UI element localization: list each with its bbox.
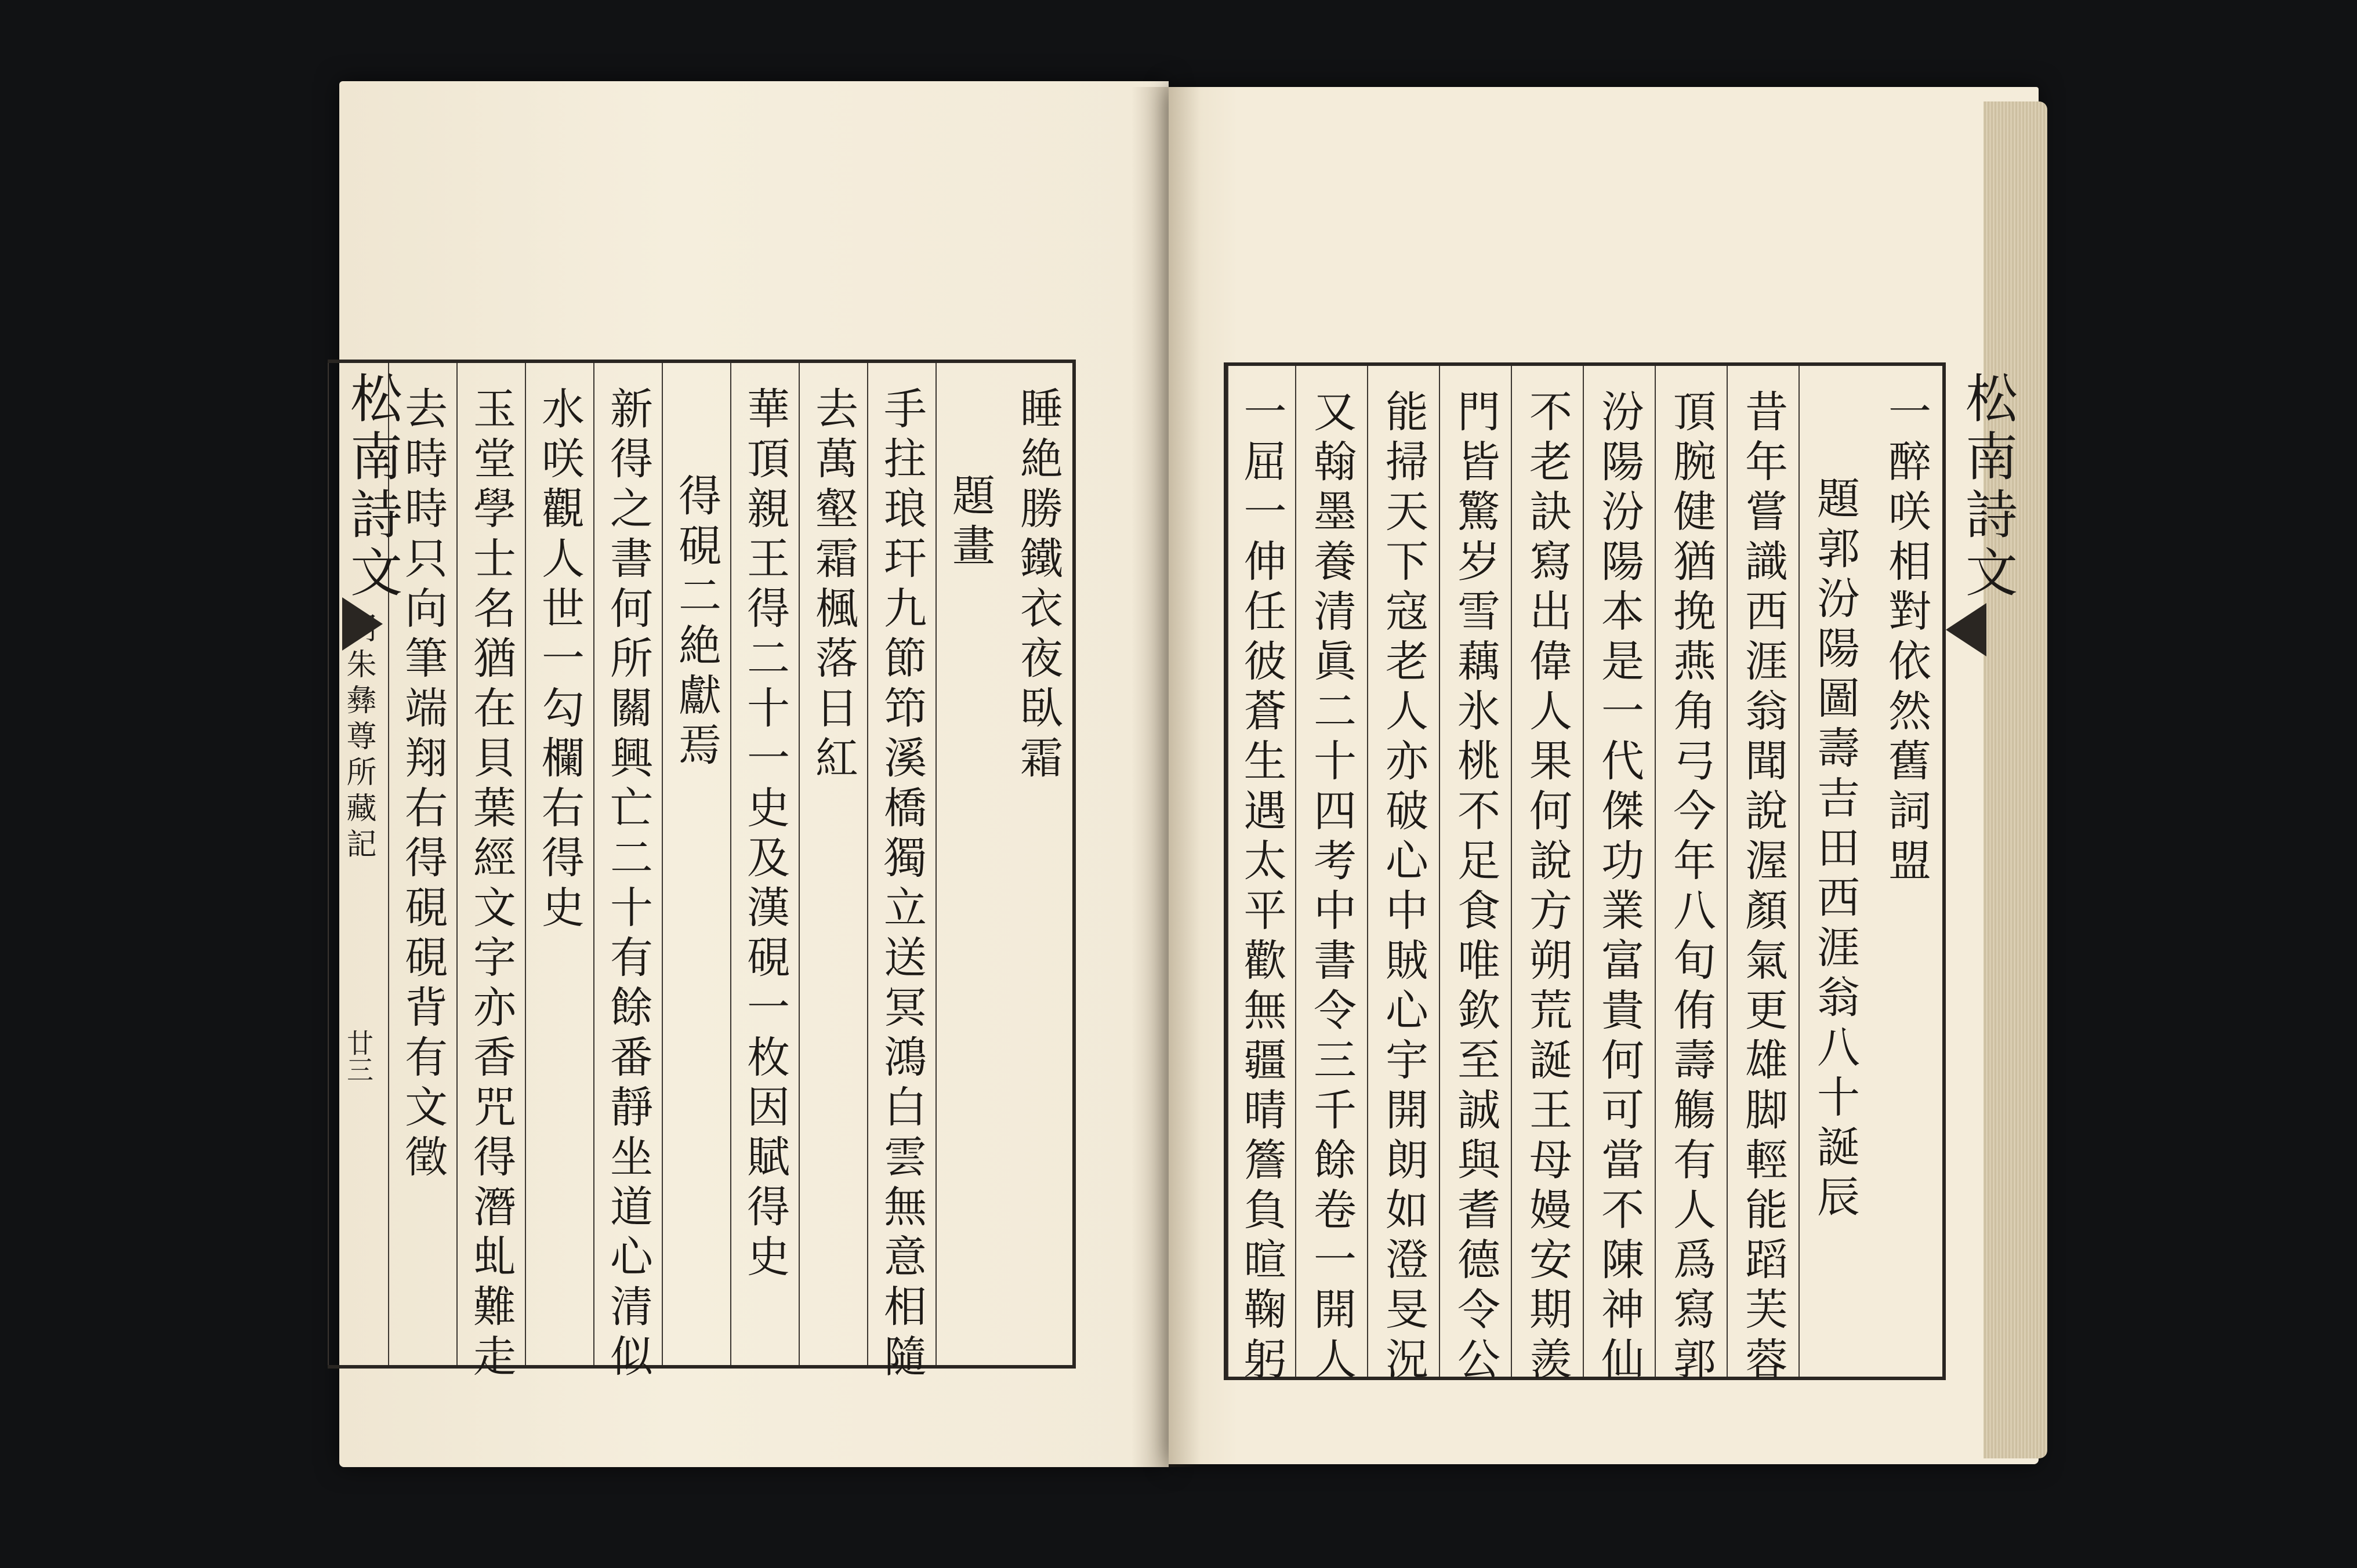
- fish-tail-mark: [1946, 603, 1986, 656]
- text-column: 汾陽汾陽本是一代傑功業富貴何可當不陳神仙: [1583, 366, 1655, 1377]
- text-column: 一醉咲相對依然舊詞盟: [1881, 389, 1931, 888]
- text-column: 門皆驚岁雪藕氷桃不足食唯欽至誠與耆德令公: [1439, 366, 1511, 1377]
- edge-title: 松南詩文: [341, 371, 402, 603]
- fish-tail-mark: [342, 597, 383, 651]
- text-column: 去萬壑霜楓落日紅: [799, 363, 867, 1365]
- text-column: 睡絶勝鐵衣夜臥霜: [1013, 386, 1063, 785]
- text-column: 華頂親王得二十一史及漢硯一枚因賦得史: [730, 363, 799, 1365]
- text-column: 水咲觀人世一勾欄右得史: [525, 363, 593, 1365]
- text-column: 又翰墨養清眞二十四考中書令三千餘卷一開人: [1295, 366, 1367, 1377]
- edge-title: 松南詩文: [1956, 371, 2017, 603]
- right-text-frame: [1224, 362, 1946, 1386]
- text-column: 題郭汾陽圖壽吉田西涯翁八十誕辰: [1798, 366, 1870, 1377]
- page-edges: [1983, 101, 2047, 1458]
- text-column: 新得之書何所關興亡二十有餘番靜坐道心清似: [593, 363, 662, 1365]
- text-column: 一屈一伸任彼蒼生遇太平歡無疆晴簷負暄鞠躬: [1227, 366, 1295, 1377]
- text-column: 得硯二絶獻焉: [662, 363, 730, 1365]
- text-column: 不老訣寫出偉人果何說方朔荒誕王母嫚安期羨: [1511, 366, 1583, 1377]
- left-text-frame: [328, 360, 1076, 1384]
- text-column: 明朱彝尊所藏記: [328, 363, 388, 1365]
- text-column: 玉堂學士名猶在貝葉經文字亦香咒得潛虬難走: [456, 363, 525, 1365]
- text-column: 能掃天下寇老人亦破心中賊心宇開朗如澄旻況: [1367, 366, 1439, 1377]
- text-column: 頂腕健猶挽燕角弓今年八旬侑壽觴有人爲寫郭: [1655, 366, 1727, 1377]
- book-gutter: [1131, 87, 1201, 1467]
- text-column: 昔年嘗識西涯翁聞說渥顏氣更雄脚輕能蹈芙蓉: [1727, 366, 1798, 1377]
- text-column: 手拄琅玕九節笻溪橋獨立送冥鴻白雲無意相隨: [867, 363, 935, 1365]
- folio-number: 廿三: [343, 1029, 374, 1083]
- text-column: 去時時只向筆端翔右得硯硯背有文徵: [388, 363, 456, 1365]
- text-column: 題畫: [935, 363, 1004, 1365]
